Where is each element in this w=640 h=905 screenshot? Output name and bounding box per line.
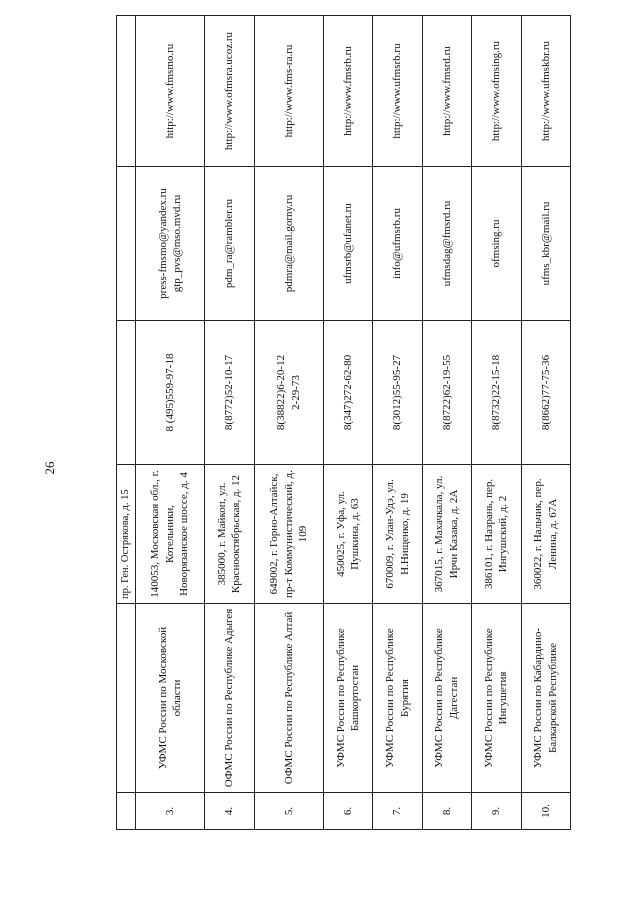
cell-address: 450025, г. Уфа, ул. Пушкина, д. 63: [323, 465, 372, 604]
cell-address: 649002, г. Горно-Алтайск, пр-т Коммунистический, д. 109: [254, 465, 323, 604]
cell-num: 6.: [323, 793, 372, 830]
table-row: [254, 16, 323, 830]
cell-phone: 8(3012)55-95-27: [373, 321, 422, 465]
cell-num: 7.: [373, 793, 422, 830]
cell-email: ufms_kbr@mail.ru: [521, 167, 570, 321]
cell-email: [117, 167, 136, 321]
cell-website: http://www.fmsrd.ru: [422, 16, 471, 167]
cell-email: ofmsing.ru: [472, 167, 521, 321]
cell-email: ufmsdag@fmsrd.ru: [422, 167, 471, 321]
cell-address: 670009, г. Улан-Удэ, ул. Н.Нищенко, д. 19: [373, 465, 422, 604]
cell-phone: [117, 321, 136, 465]
table-row: [422, 16, 471, 830]
cell-name: [117, 604, 136, 793]
table-row: [472, 16, 521, 830]
cell-phone: 8(8772)52-10-17: [205, 321, 254, 465]
cell-email: ufmsrb@ufanet.ru: [323, 167, 372, 321]
table-row: [323, 16, 372, 830]
table-row: [205, 16, 254, 830]
cell-address: пр. Ген. Острякова, д. 15: [117, 465, 136, 604]
cell-phone: 8 (495)559-97-18: [136, 321, 205, 465]
table-row: [373, 16, 422, 830]
table-row: [521, 16, 570, 830]
cell-name: УФМС России по Республике Бурятия: [373, 604, 422, 793]
page-number: 26: [42, 461, 57, 475]
cell-address: 386101, г. Назрань, пер. Ингушский, д. 2: [472, 465, 521, 604]
cell-phone: 8(38822)6-20-12 2-29-73: [254, 321, 323, 465]
cell-website: [117, 16, 136, 167]
cell-address: 367015, г. Махачкала, ул. Ирчи Казака, д. 2А: [422, 465, 471, 604]
table-row: [136, 16, 205, 830]
contacts-table: [116, 15, 571, 830]
cell-name: ОФМС России по Республике Алтай: [254, 604, 323, 793]
cell-phone: 8(347)272-62-80: [323, 321, 372, 465]
cell-phone: 8(8722)62-19-55: [422, 321, 471, 465]
cell-name: ОФМС России по Республике Адыгея: [205, 604, 254, 793]
table-row-continuation: [117, 16, 136, 830]
cell-num: 3.: [136, 793, 205, 830]
cell-address: 385000, г. Майкоп, ул. Краснооктябрьская, д. 12: [205, 465, 254, 604]
cell-email: pdm_ra@rambler.ru: [205, 167, 254, 321]
cell-name: УФМС России по Московской области: [136, 604, 205, 793]
cell-website: http://www.fms-ra.ru: [254, 16, 323, 167]
cell-name: УФМС России по Республике Ингушетия: [472, 604, 521, 793]
cell-num: 4.: [205, 793, 254, 830]
cell-website: http://www.ofmsra.ucoz.ru: [205, 16, 254, 167]
cell-name: УФМС России по Республике Дагестан: [422, 604, 471, 793]
cell-address: 140053, Московская обл., г. Котельники, Новорязанское шоссе, д. 4: [136, 465, 205, 604]
cell-phone: 8(8662)77-75-36: [521, 321, 570, 465]
cell-email: pdmra@mail.gorny.ru: [254, 167, 323, 321]
cell-website: http://www.ufmsrb.ru: [373, 16, 422, 167]
cell-name: УФМС России по Кабардино-Балкарской Республике: [521, 604, 570, 793]
cell-address: 360022, г. Нальчик, пер. Ленина, д. 67А: [521, 465, 570, 604]
cell-website: http://www.fmsrb.ru: [323, 16, 372, 167]
cell-num: 5.: [254, 793, 323, 830]
cell-name: УФМС России по Республике Башкортостан: [323, 604, 372, 793]
cell-email: press-fmsmo@yandex.ru gtp_pvs@mso.mvd.ru: [136, 167, 205, 321]
rotated-table-container: [116, 31, 571, 830]
cell-phone: 8(8732)22-15-18: [472, 321, 521, 465]
cell-website: http://www.fmsmo.ru: [136, 16, 205, 167]
cell-website: http://www.ufmskbr.ru: [521, 16, 570, 167]
cell-num: 8.: [422, 793, 471, 830]
cell-num: [117, 793, 136, 830]
cell-num: 9.: [472, 793, 521, 830]
cell-email: info@ufmsrb.ru: [373, 167, 422, 321]
cell-num: 10.: [521, 793, 570, 830]
cell-website: http://www.ofmsing.ru: [472, 16, 521, 167]
